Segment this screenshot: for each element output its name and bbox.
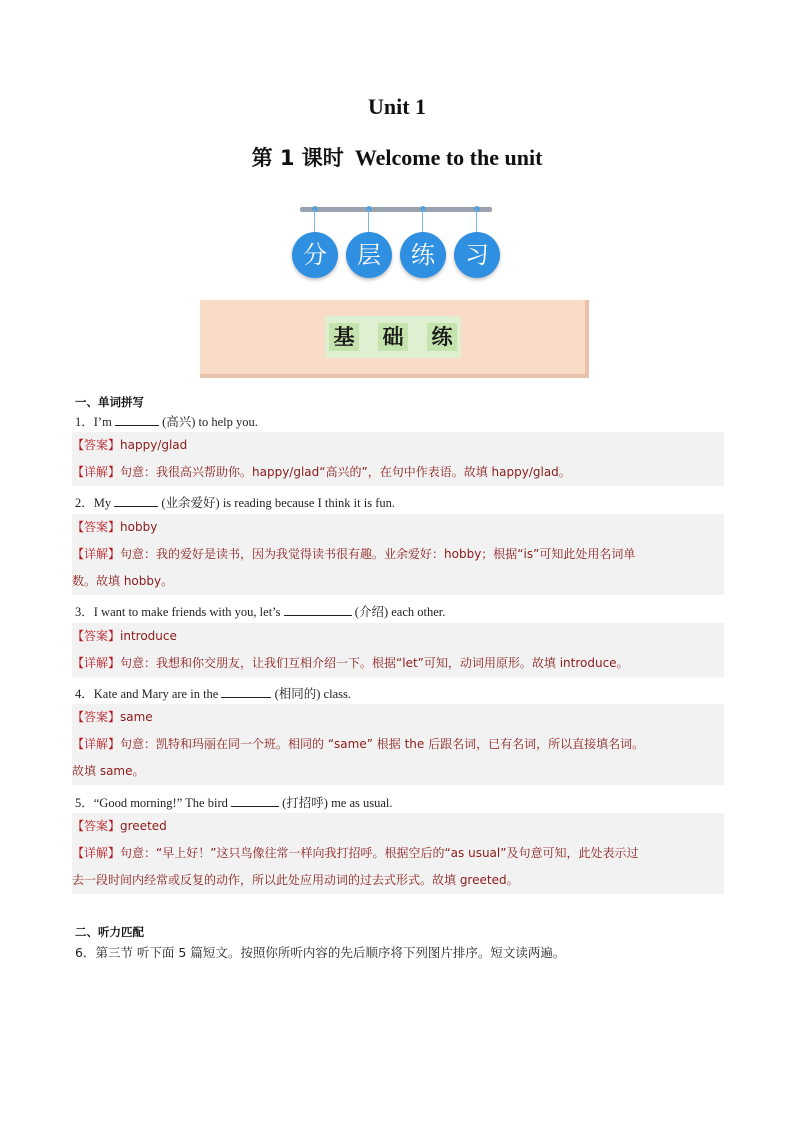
detail-text: 数。故填 hobby。	[72, 574, 174, 588]
question-text: (高兴) to help you.	[158, 415, 258, 429]
detail-tag: 【详解】	[72, 846, 121, 860]
answer-blank	[114, 494, 158, 507]
detail-text: 故填 same。	[72, 764, 145, 778]
answer-value: happy/glad	[120, 438, 188, 452]
basic-practice-label	[325, 316, 461, 358]
lesson-title	[0, 142, 794, 172]
detail-text: 句意：我的爱好是读书，因为我觉得读书很有趣。业余爱好：hobby；根据“is”可知此处用名词单	[120, 547, 636, 561]
question-1	[75, 412, 258, 430]
basic-practice-card	[200, 300, 589, 378]
detail-text: 句意：凯特和玛丽在同一个班。相同的 “same” 根据 the 后跟名词，已有名词，所以直接填名词。	[120, 737, 645, 751]
lesson-name: Welcome to the unit	[354, 145, 543, 170]
label-char: 基	[329, 323, 359, 351]
answer-value: greeted	[120, 819, 167, 833]
question-5	[75, 793, 393, 811]
answer-blank	[115, 413, 159, 426]
answer-blank	[231, 794, 279, 807]
answer-block-5	[72, 813, 724, 894]
answer-tag: 【答案】	[72, 819, 121, 833]
question-text: 2．My	[75, 496, 115, 510]
question-2	[75, 493, 395, 511]
detail-tag: 【详解】	[72, 465, 121, 479]
pin-icon	[366, 206, 372, 212]
label-char: 础	[378, 323, 408, 351]
banner-char-ball: 习	[454, 232, 500, 278]
answer-block-3	[72, 623, 724, 677]
label-char: 练	[427, 323, 457, 351]
detail-tag: 【详解】	[72, 656, 121, 670]
question-text: (相同的) class.	[271, 687, 351, 701]
answer-blank	[284, 603, 352, 616]
string-line	[368, 210, 369, 232]
banner-char-ball: 分	[292, 232, 338, 278]
answer-tag: 【答案】	[72, 629, 121, 643]
question-3	[75, 602, 445, 620]
question-text: (业余爱好) is reading because I think it is fun.	[158, 496, 396, 510]
answer-block-2	[72, 514, 724, 595]
unit-title: Unit 1	[367, 94, 427, 119]
section-title: 二、听力匹配	[75, 925, 144, 939]
question-6: 6．第三节 听下面 5 篇短文。按照你所听内容的先后顺序将下列图片排序。短文读两遍。	[75, 945, 566, 960]
hanging-bar	[300, 207, 492, 212]
question-text: 3．I want to make friends with you, let’s	[75, 605, 284, 619]
pin-icon	[420, 206, 426, 212]
question-text: (介绍) each other.	[351, 605, 446, 619]
answer-value: same	[120, 710, 153, 724]
detail-tag: 【详解】	[72, 737, 121, 751]
detail-text: 去一段时间内经常或反复的动作，所以此处应用动词的过去式形式。故填 greeted。	[72, 873, 519, 887]
pin-icon	[312, 206, 318, 212]
lesson-number: 第 1 课时	[251, 146, 344, 170]
detail-tag: 【详解】	[72, 547, 121, 561]
string-line	[314, 210, 315, 232]
pin-icon	[474, 206, 480, 212]
detail-text: 句意：我想和你交朋友，让我们互相介绍一下。根据“let”可知，动词用原形。故填 introduce。	[120, 656, 629, 670]
detail-text: 句意：我很高兴帮助你。happy/glad“高兴的”，在句中作表语。故填 happy/glad。	[120, 465, 571, 479]
string-line	[476, 210, 477, 232]
answer-blank	[221, 685, 271, 698]
question-text: (打招呼) me as usual.	[279, 796, 393, 810]
question-text: 5．“Good morning!” The bird	[75, 796, 231, 810]
banner-char-ball: 练	[400, 232, 446, 278]
layered-practice-banner	[292, 204, 502, 284]
answer-value: introduce	[120, 629, 177, 643]
answer-tag: 【答案】	[72, 710, 121, 724]
question-text: 1．I’m	[75, 415, 115, 429]
answer-value: hobby	[120, 520, 158, 534]
question-4	[75, 684, 351, 702]
detail-text: 句意：“早上好！”这只鸟像往常一样向我打招呼。根据空后的“as usual”及句意可知，此处表示过	[120, 846, 639, 860]
answer-tag: 【答案】	[72, 438, 121, 452]
question-text: 4．Kate and Mary are in the	[75, 687, 222, 701]
answer-block-1	[72, 432, 724, 486]
answer-tag: 【答案】	[72, 520, 121, 534]
answer-block-4	[72, 704, 724, 785]
string-line	[422, 210, 423, 232]
banner-char-ball: 层	[346, 232, 392, 278]
section-title: 一、单词拼写	[75, 395, 144, 409]
